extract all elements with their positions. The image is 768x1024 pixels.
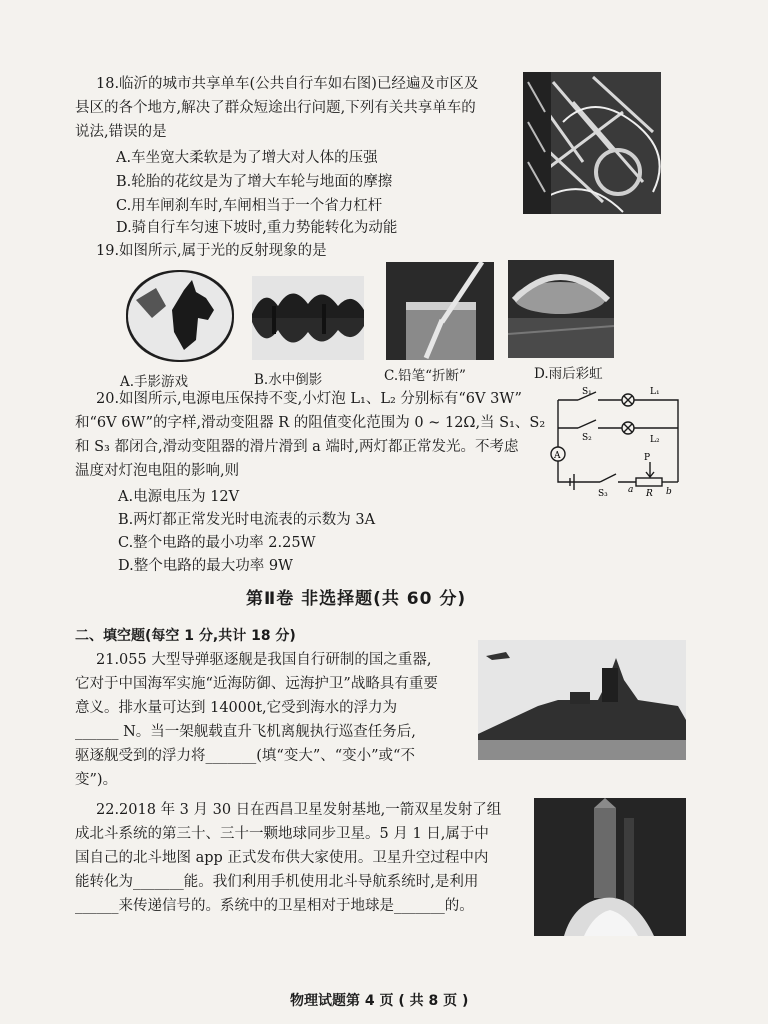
circuit-label-ammeter: A (554, 451, 561, 461)
circuit-label-s3: S₃ (598, 489, 608, 499)
q22-line-3: 国自己的北斗地图 app 正式发布供大家使用。卫星升空过程中内 (75, 850, 489, 866)
pencil-refraction-image (386, 262, 494, 360)
q20-option-a: A.电源电压为 12V (118, 489, 240, 505)
circuit-label-l1: L₁ (650, 387, 660, 397)
circuit-diagram (540, 384, 700, 500)
hand-shadow-image (126, 270, 234, 362)
q21-line-5: 驱逐舰受到的浮力将_______(填“变大”、“变小”或“不 (75, 748, 415, 764)
section2-title: 二、填空题(每空 1 分,共计 18 分) (75, 628, 296, 644)
q21-line-2: 它对于中国海军实施“近海防御、远海护卫”战略具有重要 (75, 676, 438, 692)
circuit-label-b: b (666, 487, 672, 497)
rainbow-image (508, 260, 614, 358)
q21-line-6: 变”)。 (75, 772, 118, 788)
circuit-label-s2: S₂ (582, 433, 592, 443)
water-reflection-image (252, 276, 364, 360)
q19-caption-a: A.手影游戏 (120, 374, 189, 390)
circuit-label-l2: L₂ (650, 435, 660, 445)
q20-stem-line-2: 和“6V 6W”的字样,滑动变阻器 R 的阻值变化范围为 0 ~ 12Ω,当 S₁、S₂ (75, 415, 546, 431)
q22-line-5: ______来传递信号的。系统中的卫星相对于地球是_______的。 (75, 898, 474, 914)
rocket-launch-photo (534, 798, 686, 936)
q19-stem: 19.如图所示,属于光的反射现象的是 (96, 243, 327, 259)
q18-stem-line-3: 说法,错误的是 (75, 124, 167, 140)
q22-line-1: 22.2018 年 3 月 30 日在西昌卫星发射基地,一箭双星发射了组 (96, 802, 502, 818)
q20-option-b: B.两灯都正常发光时电流表的示数为 3A (118, 512, 376, 528)
circuit-label-p: P (644, 453, 651, 463)
circuit-label-a: a (628, 485, 634, 495)
q18-stem-line-2: 县区的各个地方,解决了群众短途出行问题,下列有关共享单车的 (75, 100, 476, 116)
q20-stem-line-1: 20.如图所示,电源电压保持不变,小灯泡 L₁、L₂ 分别标有“6V 3W” (96, 391, 522, 407)
destroyer-photo (478, 640, 686, 760)
q18-option-b: B.轮胎的花纹是为了增大车轮与地面的摩擦 (116, 174, 393, 190)
circuit-label-r: R (646, 489, 653, 499)
q19-caption-d: D.雨后彩虹 (534, 366, 603, 382)
q20-option-c: C.整个电路的最小功率 2.25W (118, 535, 316, 551)
q18-stem-line-1: 18.临沂的城市共享单车(公共自行车如右图)已经遍及市区及 (96, 76, 479, 92)
q19-caption-b: B.水中倒影 (254, 372, 323, 388)
q21-line-1: 21.055 大型导弹驱逐舰是我国自行研制的国之重器, (96, 652, 432, 668)
bike-photo (523, 72, 661, 214)
q18-option-d: D.骑自行车匀速下坡时,重力势能转化为动能 (116, 220, 398, 236)
q20-option-d: D.整个电路的最大功率 9W (118, 558, 293, 574)
q20-stem-line-4: 温度对灯泡电阻的影响,则 (75, 463, 240, 479)
q18-option-c: C.用车闸刹车时,车闸相当于一个省力杠杆 (116, 198, 383, 214)
q22-line-4: 能转化为_______能。我们利用手机使用北斗导航系统时,是利用 (75, 874, 479, 890)
part2-title: 第Ⅱ卷 非选择题(共 60 分) (246, 589, 467, 609)
q19-caption-c: C.铅笔“折断” (384, 368, 466, 384)
q18-option-a: A.车坐宽大柔软是为了增大对人体的压强 (116, 150, 378, 166)
q21-line-3: 意义。排水量可达到 14000t,它受到海水的浮力为 (75, 700, 398, 716)
q21-line-4: ______ N。当一架舰载直升飞机离舰执行巡查任务后, (75, 724, 416, 740)
circuit-label-s1: S₁ (582, 387, 592, 397)
page-footer: 物理试题第 4 页 ( 共 8 页 ) (290, 993, 469, 1009)
q20-stem-line-3: 和 S₃ 都闭合,滑动变阻器的滑片滑到 a 端时,两灯都正常发光。不考虑 (75, 439, 519, 455)
q22-line-2: 成北斗系统的第三十、三十一颗地球同步卫星。5 月 1 日,属于中 (75, 826, 489, 842)
